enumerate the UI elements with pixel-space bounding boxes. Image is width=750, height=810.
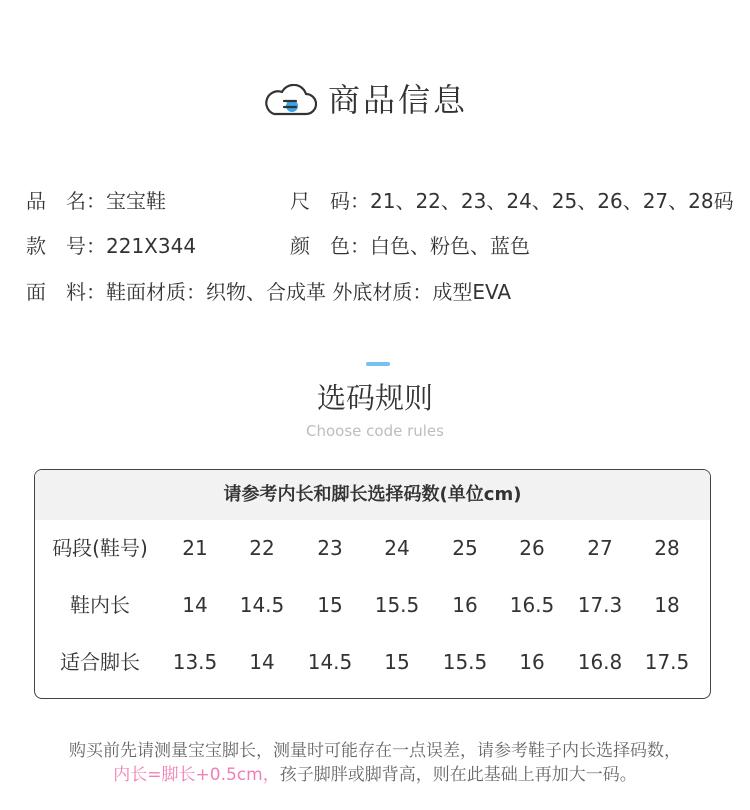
table-cell: 13.5 — [172, 650, 218, 674]
size-info — [290, 186, 734, 216]
info-row-name — [26, 186, 734, 216]
row-label: 鞋内长 — [70, 593, 130, 617]
name-key: 品 名： — [26, 189, 106, 213]
table-cell: 15.5 — [374, 593, 420, 617]
table-cell: 16.8 — [577, 650, 623, 674]
section-accent-dash — [366, 362, 390, 366]
table-cell: 28 — [654, 536, 680, 560]
color-info — [290, 231, 530, 261]
table-cell: 25 — [452, 536, 478, 560]
table-cell: 17.5 — [644, 650, 690, 674]
table-cell: 14.5 — [307, 650, 353, 674]
table-cell: 16 — [519, 650, 545, 674]
color-value: 白色、粉色、蓝色 — [370, 234, 530, 258]
note-highlight: 内长=脚长+0.5cm， — [113, 765, 280, 785]
table-cell: 14 — [182, 593, 208, 617]
table-cell: 17.3 — [577, 593, 623, 617]
table-cell: 21 — [182, 536, 208, 560]
info-row-material — [26, 277, 511, 307]
sizing-note-line1: 购买前先请测量宝宝脚长，测量时可能存在一点误差，请参考鞋子内长选择码数， — [69, 741, 681, 761]
row-label: 码段(鞋号) — [52, 536, 148, 560]
size-table — [34, 469, 711, 699]
table-cell: 15 — [317, 593, 343, 617]
material-key: 面 料： — [26, 280, 106, 304]
size-value: 21、22、23、24、25、26、27、28码 — [370, 189, 734, 213]
section-header — [0, 78, 750, 122]
page-title: 商品信息 — [328, 81, 469, 119]
cloud-icon — [262, 84, 318, 116]
name-value: 宝宝鞋 — [106, 189, 166, 213]
table-cell: 14 — [249, 650, 275, 674]
table-cell: 26 — [519, 536, 545, 560]
note-rest: 孩子脚胖或脚背高，则在此基础上再加大一码。 — [279, 765, 637, 785]
table-cell: 24 — [384, 536, 410, 560]
table-cell: 16.5 — [509, 593, 555, 617]
table-row-size — [35, 520, 710, 576]
section-title: 选码规则 — [316, 381, 433, 415]
table-header: 请参考内长和脚长选择码数(单位cm) — [35, 470, 710, 520]
style-value: 221X344 — [106, 234, 197, 258]
sizing-note-line2 — [0, 761, 750, 789]
table-cell: 18 — [654, 593, 680, 617]
table-row-foot-length — [35, 634, 710, 690]
table-cell: 22 — [249, 536, 275, 560]
table-cell: 27 — [587, 536, 613, 560]
table-cell: 23 — [317, 536, 343, 560]
row-label: 适合脚长 — [60, 650, 140, 674]
table-row-inner-length — [35, 577, 710, 633]
color-key: 颜 色： — [290, 234, 370, 258]
table-cell: 15.5 — [442, 650, 488, 674]
style-key: 款 号： — [26, 234, 106, 258]
table-cell: 15 — [384, 650, 410, 674]
size-key: 尺 码： — [290, 189, 370, 213]
info-row-style — [26, 231, 530, 261]
table-cell: 16 — [452, 593, 478, 617]
section-subtitle: Choose code rules — [306, 422, 444, 440]
material-value: 鞋面材质：织物、合成革 外底材质：成型EVA — [106, 280, 512, 304]
table-cell: 14.5 — [239, 593, 285, 617]
